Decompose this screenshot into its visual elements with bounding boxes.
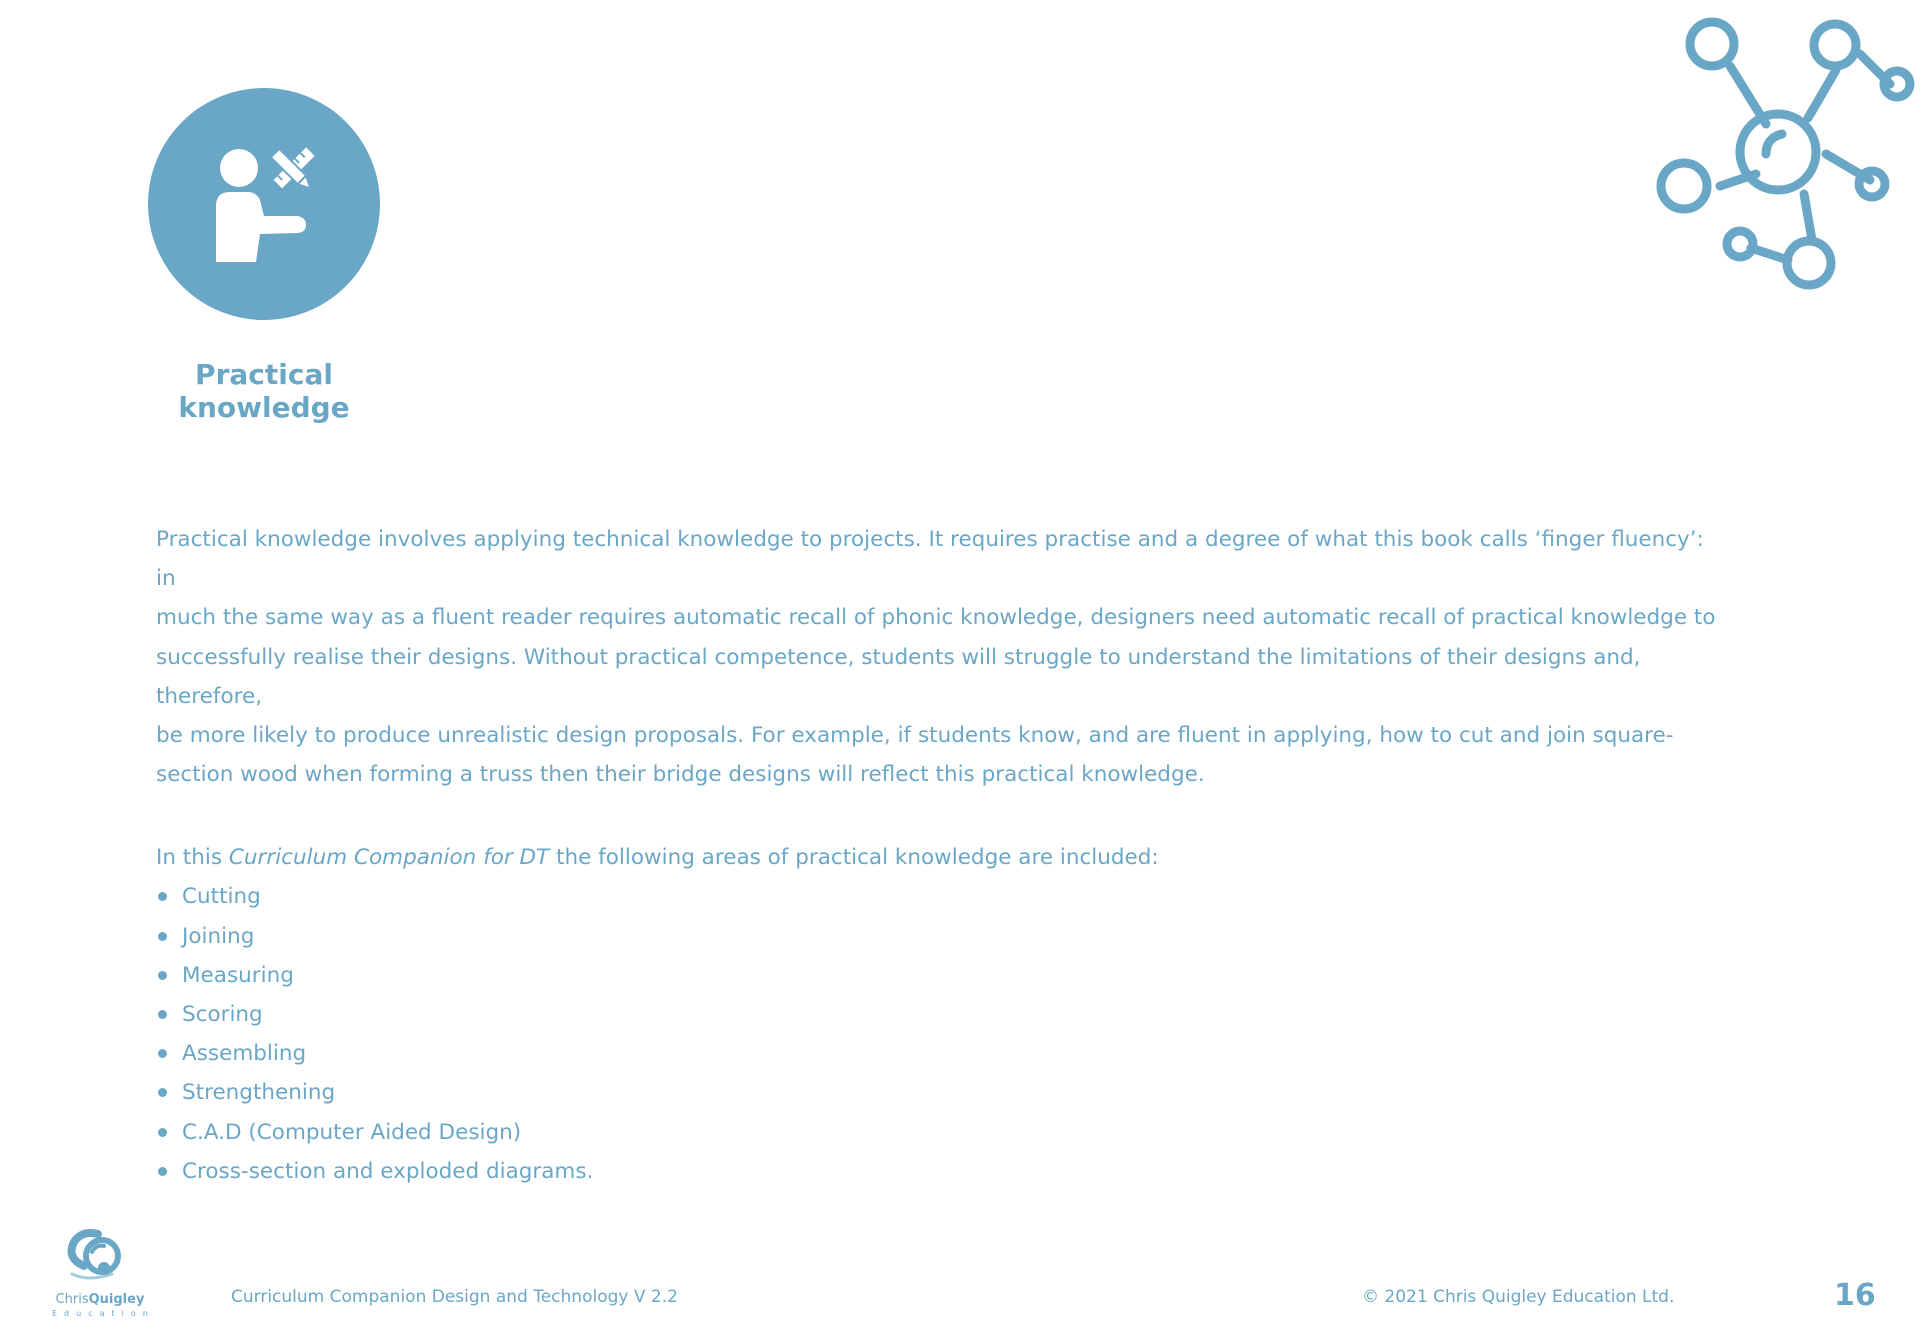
list-item: Assembling	[156, 1034, 1716, 1073]
paragraph-line: much the same way as a fluent reader requires automatic recall of phonic knowledge, designers need automatic recall of practical knowledge to	[156, 605, 1716, 631]
areas-list	[156, 877, 1716, 1191]
paragraph-line: successfully realise their designs. Without practical competence, students will struggle to understand the limitations of their designs and, therefore,	[156, 644, 1641, 709]
list-item: Scoring	[156, 995, 1716, 1034]
paragraph-line: be more likely to produce unrealistic design proposals. For example, if students know, and are fluent in applying, how to cut and join square-	[156, 723, 1674, 749]
person-with-ruler-pencil-icon	[148, 88, 380, 320]
section-title-line1: Practical	[195, 358, 333, 391]
intro-text-end: the following areas of practical knowledge are included:	[549, 845, 1159, 871]
description-paragraph	[156, 520, 1716, 794]
paragraph-line: Practical knowledge involves applying technical knowledge to projects. It requires practise and a degree of what this book calls ‘finger fluency’: in	[156, 527, 1704, 592]
section-title-line2: knowledge	[178, 391, 350, 424]
intro-text: In this	[156, 845, 229, 871]
list-item: Measuring	[156, 956, 1716, 995]
document-title: Curriculum Companion Design and Technology V 2.2	[231, 1287, 678, 1307]
list-item: Strengthening	[156, 1073, 1716, 1112]
list-item: Cutting	[156, 877, 1716, 916]
logo-name-last: Quigley	[88, 1292, 145, 1307]
areas-intro	[156, 838, 1716, 877]
publisher-logo	[52, 1228, 155, 1318]
network-molecule-icon	[1640, 14, 1920, 314]
logo-subtitle: Education	[52, 1309, 155, 1318]
section-title	[134, 358, 394, 424]
list-item: Cross-section and exploded diagrams.	[156, 1152, 1716, 1191]
list-item: Joining	[156, 917, 1716, 956]
main-content	[156, 520, 1716, 1191]
logo-name	[52, 1292, 148, 1307]
copyright-notice: © 2021 Chris Quigley Education Ltd.	[1362, 1287, 1675, 1307]
list-item: C.A.D (Computer Aided Design)	[156, 1113, 1716, 1152]
book-title: Curriculum Companion for DT	[228, 845, 550, 871]
logo-name-first: Chris	[55, 1292, 89, 1307]
paragraph-line: section wood when forming a truss then their bridge designs will reflect this practical knowledge.	[156, 762, 1205, 788]
practical-knowledge-badge	[148, 88, 380, 320]
page-number: 16	[1834, 1278, 1876, 1313]
logo-mark-icon	[52, 1228, 148, 1284]
